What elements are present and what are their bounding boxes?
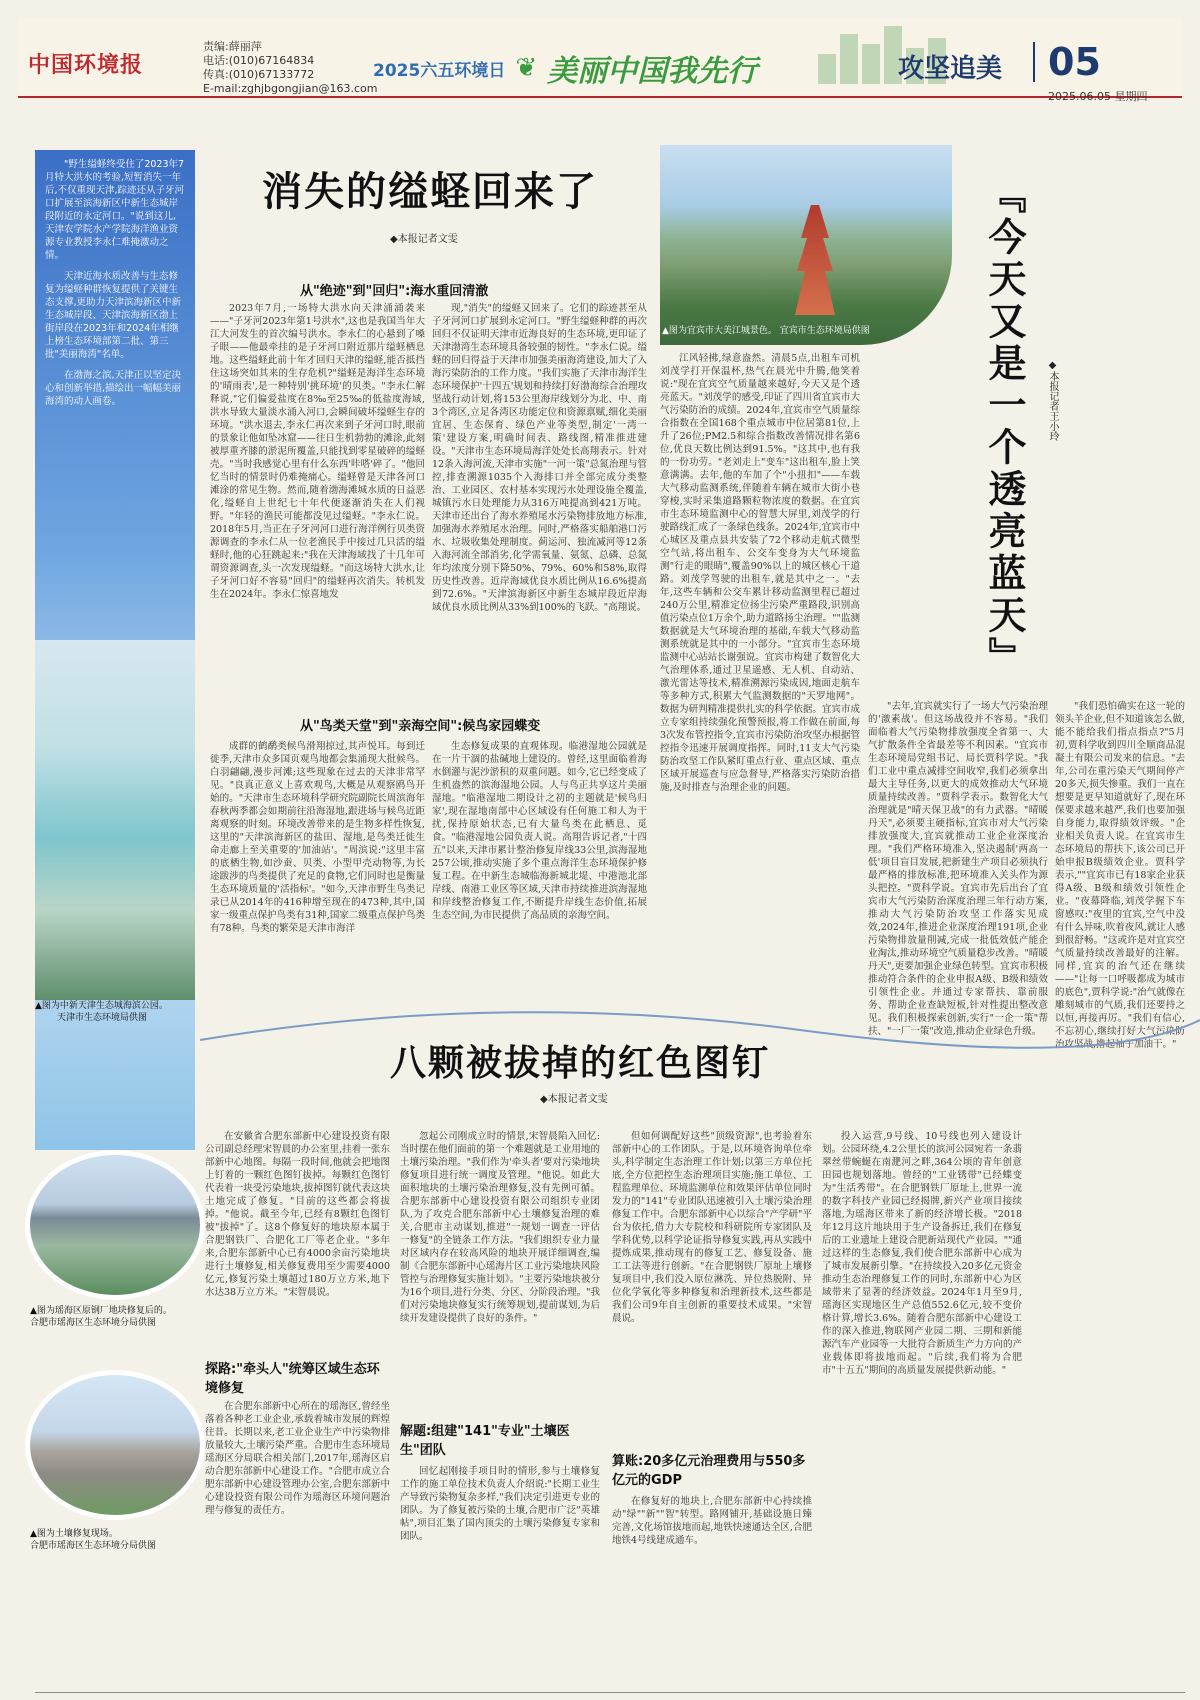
editor-contact bbox=[203, 40, 377, 96]
caption-text: ▲图为瑶海区原钢厂地块修复后的。 bbox=[30, 1306, 172, 1316]
section-name: 攻坚追美 bbox=[898, 54, 1003, 84]
article-subheading: 从"鸟类天堂"到"亲海空间":候鸟家园蝶变 bbox=[300, 719, 541, 734]
page-bottom-rule bbox=[35, 1692, 1185, 1693]
article-byline: ◆本报记者文雯 bbox=[390, 234, 458, 245]
article-column: 现,"消失"的缢蛏又回来了。它们的踪迹甚至从子牙河河口扩展到永定河口。"野生缢蛏种群的再次回归不仅证明天津市近海良好的生态环境,更印证了天津渤湾生态环境具备较强的韧性。"李永仁说。缢蛏的回归得益于天津市加强美丽海湾建设,加大了入海污染防治的工作力度。"我们实施了天津市海洋生态环境保护'十四五'规划和持续打好渤海综合治理攻坚战行动计划,将153公里海岸线划分为北、中、南3个湾区,立足各湾区功能定位和资源禀赋,细化美丽宜居、生态保育、绿色产业等类型,制定'一湾一策'建设方案,明确时间表、路线图,精准推进建设。"天津市生态环境局海洋处处长高翔表示。针对12条入海河流,天津市实施"一河一策"总氮治理与管控,排查溯源1035个入海排口并全部完成分类整治、工业园区、农村基本实现污水处理设施全覆盖,城镇污水日处理能力从316万吨提高到421万吨。天津市还出台了海水养殖尾水污染物排放地方标准,加强海水养殖尾水治理。同时,严格落实船舶港口污水、垃圾收集处理制度。蓟运河、独流减河等12条入海河流全部消劣,化学需氧量、氨氮、总磷、总氮年均浓度分别下降50%、79%、60%和58%,取得历史性改善。近岸海域优良水质比例从16.6%提高到72.6%。"天津滨海新区中新生态城岸段近岸海域优良水质比例从33%到100%的飞跃。"高翔说。 bbox=[432, 303, 647, 613]
fax-line: 传真:(010)67133772 bbox=[203, 68, 315, 81]
photo-caption: ▲图为宜宾市大美江城景色。 宜宾市生态环境局供图 bbox=[662, 326, 870, 336]
article-subheading: 算账:20多亿元治理费用与550多亿元的GDP bbox=[612, 1454, 806, 1488]
article-title: 『今天又是一个透亮蓝天』 bbox=[982, 175, 1027, 679]
environment-day-label: 2025六五环境日 bbox=[373, 60, 506, 81]
issue-date: 2025.06.05 星期四 bbox=[1048, 90, 1148, 103]
pagoda-illustration bbox=[795, 205, 835, 315]
banner-slogan: 美丽中国我先行 bbox=[547, 54, 758, 89]
editor-line: 责编:薛丽萍 bbox=[203, 40, 262, 53]
soil-repair-photo bbox=[25, 1370, 205, 1520]
page-number: 05 bbox=[1048, 40, 1101, 84]
article-column: 在合肥东部新中心所在的瑶海区,曾经坐落着各种老工业企业,承载着城市发展的辉煌往昔。长期以来,老工业企业生产中污染物排放量较大,土壤污染严重。合肥市生态环境局瑶海区分局联合相关部门,2017年,瑶海区启动合肥东部新中心建设工作。"合肥市成立合肥东部新中心建设管理办公室,合肥东部新中心建设投资有限公司作为瑶海区环境问题治理与修复的责任方。 bbox=[205, 1401, 390, 1516]
seaside-park-photo bbox=[35, 640, 195, 1000]
article-column: 但如何调配好这些"顶级资源",也考验着东部新中心的工作团队。于是,以环境咨询单位牵头,科学制定生态治理工作计划;以第三方单位托底,全方位把控生态治理项目实施;施工单位、工程监理单位、环境监测单位和效果评估单位同时发力的"141"专业团队迅速被引入土壤污染治理修复工作中。合肥东部新中心以综合"产学研"平台为依托,借力大专院校和科研院所专家团队及学科优势,以科学论证指导修复实践,再从实践中提炼成果,推动现有的修复工艺、修复设备、施工工法等进行创新。"在合肥钢铁厂原址上壤修复项目中,我们没入原位淋洗、异位热脱附、异位化学氧化等多种修复和治理新技术,这些都是我们公司9年自主创新的重要技术成果。"宋智晨说。 bbox=[612, 1131, 812, 1324]
article-byline: ◆本报记者文雯 bbox=[540, 1094, 608, 1105]
article-title: 八颗被拔掉的红色图钉 bbox=[389, 1043, 770, 1084]
leaf-icon: ❦ bbox=[515, 53, 538, 83]
article-column: 投入运营,9号线、10号线也列入建设计划。公园环绕,4.2公里长的滨河公园宛若一条翡翠丝带蜿蜒在南淝河之畔,364公顷的青年创意田园也规划落地。曾经的"工业锈带"已经蝶变为"生活秀带"。在合肥钢铁厂原址上,世界一流的数字科技产业园已经揭牌,新兴产业项目接续落地,为瑶海区带来了新的经济增长极。"2018年12月这片地块用于生产设备拆迁,我们在修复后的工业遗址上建设合肥新站现代产业园。""通过这样的生态修复,我们使合肥东部新中心成为了城市发展新引擎。"在持续投入20多亿元资金推动生态治理修复工作的同时,东部新中心为区域带来了显著的经济效益。2024年1月至9月,瑶海区实现地区生产总值552.6亿元,较不变价格计算,增长3.6%。随着合肥东部新中心建设工作的深入推进,物联网产业园二期、三期和新能源汽车产业园等一大批符合新质生产力方向的产业载体即将拔地而起。"后续,我们将为合肥市"十五五"期间的高质量发展提供新动能。" bbox=[822, 1131, 1022, 1376]
article-subheading: 解题:组建"141"专业"土壤医生"团队 bbox=[400, 1424, 570, 1458]
caption-credit: 合肥市瑶海区生态环境分局供图 bbox=[30, 1318, 157, 1328]
article-column: 生态修复成果的直观体现。临港湿地公园就是在一片干涸的盐碱地上建设的。曾经,这里面临着海水倒灌与泥沙淤积的双重问题。如今,它已经变成了生机盎然的滨海湿地公园。人与鸟正共享这片美丽湿地。"临港湿地二期设计之初的主题就是'候鸟归家',现在湿地南部中心区域设有任何施工和人为干扰,保持原始状态,已有大量鸟类在此栖息、觅食。"临港湿地公园负责人说。高翔告诉记者,"十四五"以来,天津市累计整治修复岸线33公里,滨海湿地257公顷,推动实施了多个重点海洋生态环境保护修复工程。在中新生态城临海新城北堤、中港池北部岸线、南港工业区等区域,天津市持续推进滨海湿地和岸线整治修复工作,不断提升岸线生态价值,拓展生态空间,为市民提供了高品质的亲海空间。 bbox=[432, 741, 647, 921]
intro-paragraph: 在渤海之滨,天津正以坚定决心和创新举措,描绘出一幅幅美丽海湾的动人画卷。 bbox=[45, 370, 182, 407]
remediated-site-photo bbox=[25, 1150, 205, 1300]
article-column: 在安徽省合肥东部新中心建设投资有限公司副总经理宋智晨的办公室里,挂着一张东部新中心地图。每隔一段时间,他就会把地图上钉着的一颗红色图钉拔掉。每颗红色图钉代表着一块受污染地块,拔掉图钉就代表这块土地完成了修复。"目前的这些都会将拔掉。"他说。截至今年,已经有8颗红色图钉被"拔掉"了。这8个修复好的地块原本属于合肥钢铁厂、合肥化工厂等老企业。"多年来,合肥东部新中心已有4000余亩污染地块进行土壤修复,相关修复费用至少需要4000亿元,修复污染土壤超过180万立方米,地下水达38万立方米。"宋智晨说。 bbox=[205, 1131, 390, 1298]
yibin-city-photo bbox=[660, 145, 952, 345]
phone-line: 电话:(010)67164834 bbox=[203, 54, 315, 67]
article-column: "去年,宜宾就实行了一场大气污染治理的'激素战'。但这场战役并不容易。"我们面临着大气污染物排放强度全省第一、大气扩散条件全省最差等不利因素。"宜宾市生态环境局党组书记、局长贾科学说。"我们工业中重点减排空间收窄,我们必须拿出最大主导任务,以更大的成效推动大气环境质量持续改善。"贾科学表示。数智化大气治理就是"晴天保卫战"的有力武器。"晴暖丹天",必须要主硬指标,宜宾市对大气污染排放强度大,宜宾就推动工业企业深度治理。"我们严格环境准入,坚决遏制'两高一低'项目盲目发展,把新建生产项目必须执行最严格的排放标准,把环境准入关头作为源头把控。"贾科学说。宜宾市先后出台了宜宾市大气污染防治深度治理三年行动方案,推动大气污染防治攻坚工作落实见成效,2024年,推进企业深度治理191项,企业污染物排放量削减,完成一批低效低产能企业淘汰,推动环境空气质量稳步改善。"晴暖丹天",更要加强企业绿色转型。宜宾市积极推动符合条件的企业申报A级、B级和绩效引领性企业。并通过专家帮扶、靠前服务、帮助企业查缺短板,针对性提出整改意见。我们积极探索创新,实行"一企一策"帮扶、"一厂一策"改造,推动企业绿色升级。 bbox=[868, 701, 1048, 1037]
caption-text: ▲图为土壤修复现场。 bbox=[30, 1529, 118, 1539]
article-subheading: 从"绝迹"到"回归":海水重回清澈 bbox=[300, 284, 489, 299]
caption-credit: 天津市生态环境局供图 bbox=[57, 1013, 148, 1023]
article-column: 回忆起刚接手项目时的情形,参与土壤修复工作的施工单位技术负责人介绍说:"长期工业生产导致污染物复杂多样,"我们决定引进更专业的团队。为了修复被污染的土壤,合肥市广泛"英雄帖",项目汇集了国内顶尖的土壤污染修复专家和团队。 bbox=[400, 1466, 600, 1542]
article-byline: ◆本报记者王小玲 bbox=[1047, 360, 1058, 441]
photo-caption bbox=[30, 1528, 200, 1552]
article-column: 2023年7月,一场特大洪水向天津涌涌袭来——"子牙河2023年第1号洪水",这也是我国当年大江大河发生的首次编号洪水。李永仁的心悬到了嗓子眼——他最牵挂的是子牙河口附近那片缢蛏栖息地。这些缢蛏此前十年才回归天津的缢蛏,能否抵挡住这场突如其来的生存危机?"缢蛏是海洋生态环境的'晴雨表',是一种特别'挑环境'的贝类。"李永仁解释说,"它们偏爱盐度在8‰至25‰的低盐度海域,洪水导致大量淡水涌入河口,会瞬间破坏缢蛏生存的环境。"洪水退去,李永仁再次来到子牙河口时,眼前的景象让他如坠冰窟——往日生机勃勃的滩涂,此刻被厚重齐膝的淤泥所覆盖,只能找到零星破碎的缢蛏壳。"当时我感觉心里有什么东西'咔嗒'碎了。"他回忆当时的情景时仍难掩痛心。缢蛏曾是天津各河口滩涂的常见生物。然而,随着渤海滩城水质的日益恶化,缢蛏自上世纪七十年代便逐渐消失在人们视野。"年轻的渔民可能都没见过缢蛏。"李永仁说。2018年5月,当正在子牙河河口进行海洋例行贝类资源调查的李永仁从一位老渔民手中接过几只活的缢蛏时,他的心狂跳起来:"我在天津海域找了十几年可谓资源调查,头一次发现缢蛏。"而这场特大洪水,让子牙河口好不容易"回归"的缢蛏再次消失。转机发生在2024年。李永仁惊喜地发 bbox=[210, 303, 425, 600]
article-subheading: 探路:"牵头人"统筹区域生态环境修复 bbox=[205, 1362, 380, 1396]
article-column: 成群的鹤鹬类候鸟滑翔掠过,其声悦耳。每到迁徙季,天津市众多国页观鸟地都会集涌现大批候鸟。白羽翩翩,漫步河滩;这些现象在过去的天津非常罕见。"良真正意义上喜欢观鸟,大概是从观察鸥鸟开始的。"天津市生态环境科学研究院副院长周滨海年春秋两季都会如期前往沿海湿地,跟进场与候鸟近距离观察的时刻。环境改善带来的是生物多样性恢复,这里的"天津滨海新区的盐田、湿地,是鸟类迁徙生命走廊上至关重要的'加油站'。"周滨说:"这里丰富的底栖生物,如沙蚕、贝类、小型甲壳动物等,为长途跋涉的鸟类提供了充足的食物,它们同时也是衡量生态环境质量的'活指标'。"如今,天津市野生鸟类记录已从2014年的416种增至现在的473种,其中,国家一级重点保护鸟类有31种,国家二级重点保护鸟类有78种。鸟类的繁荣是天津市海洋 bbox=[210, 741, 425, 934]
photo-caption bbox=[35, 1000, 195, 1024]
intro-paragraph: "野生缢蛏终受住了2023年7月特大洪水的考验,短暂消失一年后,不仅重现天津,踪迹还从子牙河口扩展至滨海新区中新生态城岸段附近的永定河口。"说到这儿,天津农学院水产学院海洋渔业资源专业教授李永仁难掩激动之情。 bbox=[45, 159, 185, 261]
masthead bbox=[18, 18, 1182, 103]
article-column: "我们恐怕确实在这一轮的领头羊企业,但不知道该怎么做,能不能给我们指点指点?"5月初,贾科学收到四川全顺商品混凝土有限公司发来的信息。"去年,公司在重污染天气期间停产20多天,损失惨重。我们一直在想要是更早知道就好了,现在环保要求越来越严,我们也要加强自身能力,取得绩效评级。"企业相关负责人说。在宜宾市生态环境局的帮扶下,该公司已开始申报B级绩效企业。贾科学表示,""宜宾市已有18家企业获得A级、B级和绩效引领性企业。"夜幕降临,刘茂学握下车窗感叹:"夜里的宜宾,空气中没有什么异味,吹着夜风,就让人感到很舒畅。"这或许是对宜宾空气质量持续改善最好的注解。同样,宜宾的治气还在继续——"让每一口呼吸都成为城市的底色",贾科学说:"治气就像在雕刻城市的气质,我们还要持之以恒,再接再厉。"我们有信心,不忘初心,继续打好大气污染防治攻坚战,撸起袖子加油干。" bbox=[1055, 701, 1185, 1050]
caption-credit: 合肥市瑶海区生态环境分局供图 bbox=[30, 1541, 157, 1551]
section-divider bbox=[1033, 42, 1035, 82]
newspaper-logo: 中国环境报 bbox=[28, 53, 144, 78]
article-column: 忽起公司刚成立时的情景,宋智晨陷入回忆:当时摆在他们面前的第一个难题就是工业用地的土壤污染治理。"我们作为'牵头者'要对污染地块修复项目进行统一调度及管理。"他说。如此大面积地块的土壤污染治理修复,没有先例可循。合肥东部新中心建设投资有限公司组织专业团队,为了攻克合肥东部新中心土壤修复治理的难关,合肥市主动谋划,推进"一规划一调查一评估一修复"的全链条工作方法。"我们组织专业力量对区域内存在较高风险的地块开展详细调查,编制《合肥东部新中心瑶海片区工业污染地块风险管控与治理修复实施计划》。"主要污染地块被分为16个项目,进行分类、分区、分阶段治理。"我们对污染地块修复实行统筹规划,提前谋划,为后续开发建设提供了良好的条件。" bbox=[400, 1131, 600, 1324]
theme-banner bbox=[373, 46, 833, 90]
article-column: 江风轻拂,绿意盎然。清晨5点,出租车司机刘茂学打开保温杯,热气在晨光中升腾,他笑着说:"现在宜宾空气质量越来越好,今天又是个透亮蓝天。"刘茂学的感受,印证了四川省宜宾市大气污染防治的成绩。2024年,宜宾市空气质量综合指数在全国168个重点城市中位居第81位,上升了26位;PM2.5和综合指数改善情况排名第6位,优良天数比例达到91.5%。"这其中,也有我的一份功劳。"老刘走上"变车"这出租车,脸上笑意满满。去年,他的车加了个"小扭扣"——车载大气移动监测系统,伴随着车辆在城市大街小巷穿梭,实时采集道路颗粒物浓度的数据。在宜宾市生态环境监测中心的智慧大屏里,刘茂学的行驶路线汇成了一条绿色线条。2024年,宜宾市中心城区及重点县共安装了72个移动走航式微型空气站,将出租车、公交车变身为大气环境监测"行走的眼睛",覆盖90%以上的城区核心干道路。刘茂学驾驶的出租车,就是其中之一。"去年,这些车辆和公交车累计移动监测里程已超过240万公里,精准定位扬尘污染严重路段,识别高值污染点位1万余个,助力道路扬尘治理。""监测数据就是大气环境治理的基础,车载大气移动监测系统就是其中的一小部分。"宜宾市生态环境监测中心站站长谢强说。宜宾市构建了数智化大气治理体系,通过卫星遥感、无人机、自动站、激光雷达等技术,精准溯源污染成因,地面走航车等多种方式,积累大气监测数据的"天罗地网"。数据为研判精准提供扎实的科学依据。宜宾市成立专家组持续强化预警预报,将工作做在前面,每3次发布管控指令,宜宾市污染防治攻坚办根据管控指令迅速开展调度指挥。同时,11支大气污染防治攻坚工作队紧盯重点行业、重点区域、重点区域开展巡查与应急督导,严格落实污染防治措施,及时排查与治理企业的问题。 bbox=[660, 353, 860, 793]
article-title: 消失的缢蛏回来了 bbox=[262, 169, 598, 215]
caption-text: ▲图为中新天津生态城海滨公园。 bbox=[35, 1001, 168, 1011]
email-line: E-mail:zghjbgongjian@163.com bbox=[203, 82, 378, 95]
photo-caption bbox=[30, 1305, 200, 1329]
intro-paragraph: 天津近海水质改善与生态修复为缢蛏种群恢复提供了关键生态支撑,更助力天津滨海新区中新生态城岸段、天津滨海新区渤上街岸段在2023年和2024年相继上榜生态环境部第二批、第三批"美丽海湾"名单。 bbox=[45, 271, 182, 360]
article-column: 在修复好的地块上,合肥东部新中心持续推动"绿""新""智"转型。路网铺开,基础设施日臻完善,文化场馆拔地而起,地铁快速通达全区,合肥地铁4号线建成通车。 bbox=[612, 1496, 812, 1546]
